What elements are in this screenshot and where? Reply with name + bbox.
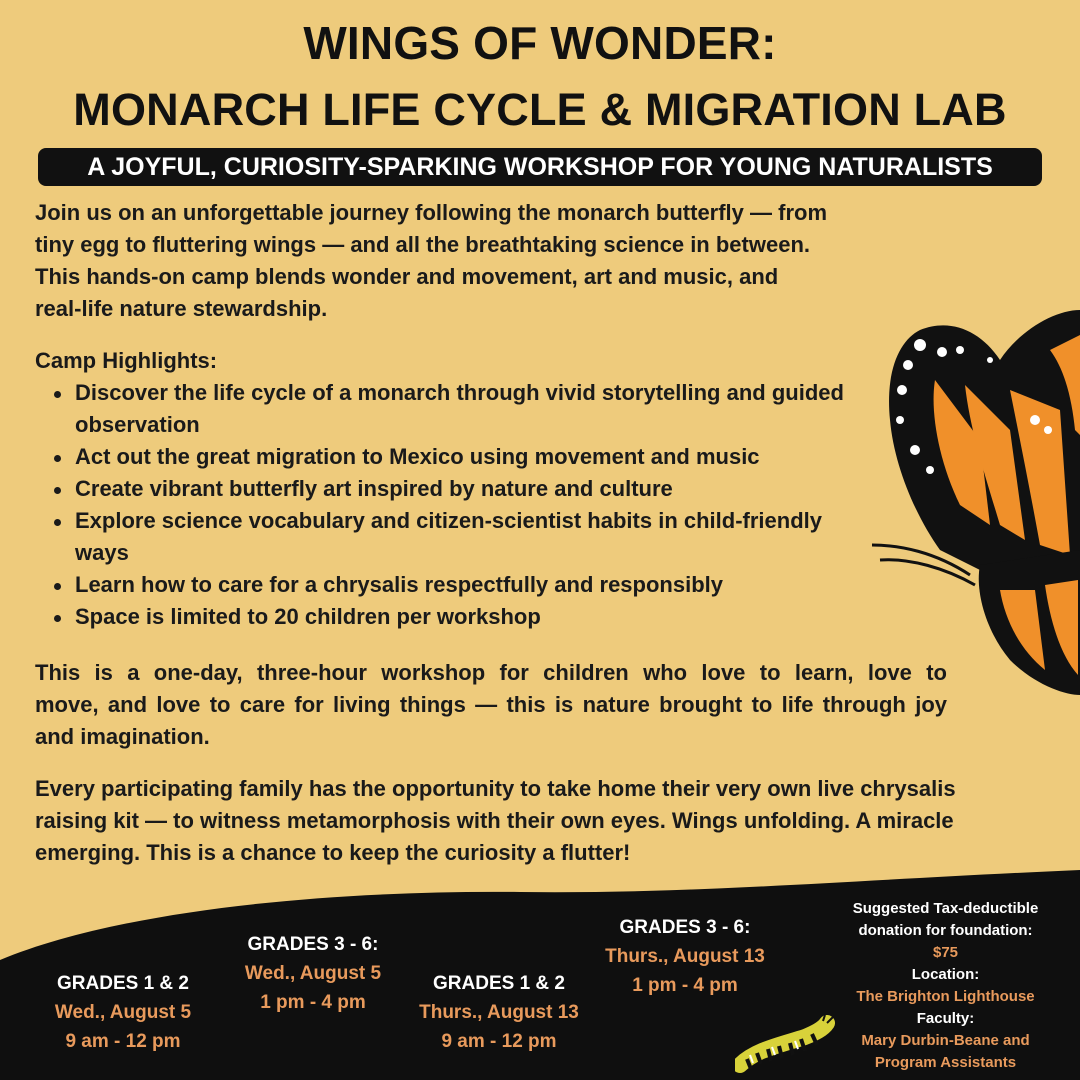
closing-paragraph [35,773,1045,869]
session-date: Thurs., August 13 [605,946,765,967]
faculty-value: Program Assistants [874,1054,1017,1071]
highlight-item: Create vibrant butterfly art inspired by nature and culture [35,473,855,505]
subtitle-text: A JOYFUL, CURIOSITY-SPARKING WORKSHOP FOR YOUNG NATURALISTS [87,152,993,181]
highlight-item: Space is limited to 20 children per workshop [35,601,855,633]
session-date: Thurs., August 13 [419,1002,579,1023]
highlight-item: Act out the great migration to Mexico using movement and music [35,441,855,473]
donation-label: Suggested Tax-deductible [852,900,1039,917]
session-grade: GRADES 3 - 6: [247,934,379,955]
description-line: move, and love to care for living things — this is nature brought to life through joy [35,692,947,717]
session-time: 1 pm - 4 pm [632,975,738,996]
description-line: and imagination. [35,724,210,749]
session-grade: GRADES 3 - 6: [619,917,751,938]
schedule-session [590,913,780,1000]
intro-line: This hands-on camp blends wonder and movement, art and music, and [35,264,779,289]
closing-line: Every participating family has the opportunity to take home their very own live chrysalis [35,776,956,801]
schedule-session [28,969,218,1056]
intro-line: Join us on an unforgettable journey following the monarch butterfly — from [35,200,828,225]
highlights-heading: Camp Highlights: [35,348,218,373]
intro-line: real-life nature stewardship. [35,296,328,321]
session-time: 1 pm - 4 pm [260,992,366,1013]
info-block [838,898,1053,1074]
donation-amount: $75 [932,944,959,961]
description-line: This is a one-day, three-hour workshop for children who love to learn, love to [35,660,947,685]
location-label: Location: [911,966,980,983]
schedule-session [404,969,594,1056]
session-grade: GRADES 1 & 2 [433,973,565,994]
faculty-label: Faculty: [916,1010,975,1027]
title-line-1: WINGS OF WONDER: [303,17,777,69]
monarch-butterfly-illustration [860,290,1080,720]
closing-line: emerging. This is a chance to keep the curiosity a flutter! [35,840,631,865]
session-date: Wed., August 5 [244,963,382,984]
title-line-2: MONARCH LIFE CYCLE & MIGRATION LAB [73,84,1007,135]
faculty-value: Mary Durbin-Beane and [861,1032,1030,1049]
highlight-item: Discover the life cycle of a monarch through vivid storytelling and guided observation [35,377,855,441]
session-grade: GRADES 1 & 2 [57,973,189,994]
session-time: 9 am - 12 pm [65,1031,181,1052]
donation-label: donation for foundation: [858,922,1033,939]
caterpillar-illustration [735,1015,835,1075]
intro-paragraph [35,197,915,325]
description-paragraph [35,657,947,753]
subtitle-banner [38,148,1042,186]
highlight-item: Learn how to care for a chrysalis respectfully and responsibly [35,569,855,601]
session-time: 9 am - 12 pm [441,1031,557,1052]
session-date: Wed., August 5 [54,1002,192,1023]
location-value: The Brighton Lighthouse [856,988,1035,1005]
highlight-item: Explore science vocabulary and citizen-scientist habits in child-friendly ways [35,505,855,569]
intro-line: tiny egg to fluttering wings — and all the breathtaking science in between. [35,232,810,257]
highlights-list [35,377,855,633]
closing-line: raising kit — to witness metamorphosis with their own eyes. Wings unfolding. A miracle [35,808,954,833]
schedule-session [218,930,408,1017]
